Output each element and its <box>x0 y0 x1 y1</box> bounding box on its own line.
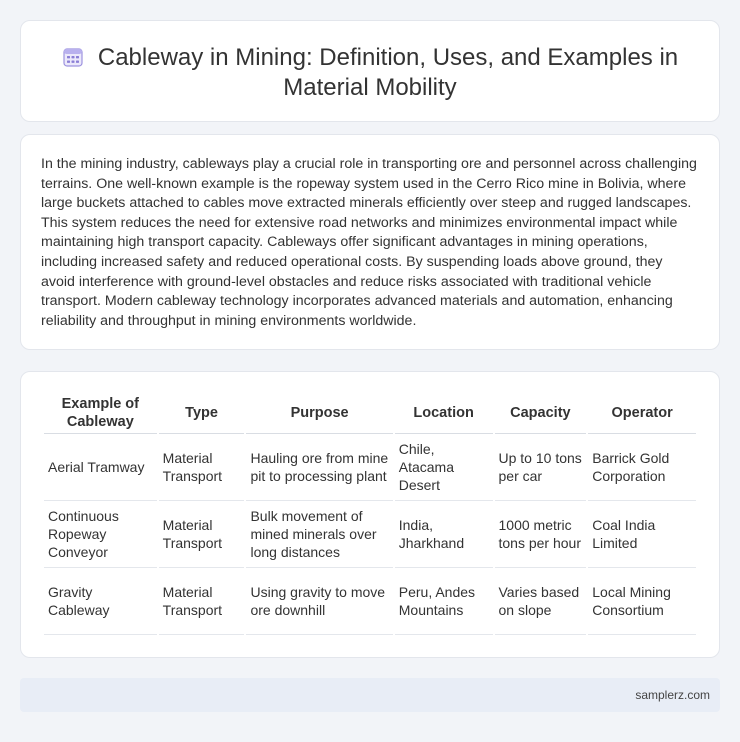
page-title <box>51 43 689 73</box>
cell-example: Continuous Ropeway Conveyor <box>44 501 157 568</box>
title-line-2: Material Mobility <box>283 74 457 101</box>
header-capacity: Capacity <box>495 392 587 434</box>
cell-capacity: 1000 metric tons per hour <box>495 501 587 568</box>
cell-capacity: Varies based on slope <box>495 568 587 635</box>
cell-type: Material Transport <box>159 568 245 635</box>
cell-purpose: Hauling ore from mine pit to processing plant <box>246 434 392 501</box>
header-location: Location <box>395 392 493 434</box>
cableway-table <box>42 392 698 635</box>
calendar-grid-icon <box>62 46 84 68</box>
header-example: Example of Cableway <box>44 392 157 434</box>
table-row <box>44 434 696 501</box>
intro-paragraph: In the mining industry, cableways play a crucial role in transporting ore and personnel across challenging terrains. One well-known example is the ropeway system used in the Cerro Rico mine in Bolivia, where large buckets attached to cables move extracted minerals efficiently over steep and rugged landscapes. This system reduces the need for extensive road networks and minimizes environmental impact while maintaining high transport capacity. Cableways offer significant advantages in mining operations, including increased safety and reduced operational costs. By suspending loads above ground, they avoid interference with ground-level obstacles and reduce risks associated with traditional vehicle transport. Modern cableway technology incorporates advanced materials and automation, enhancing reliability and throughput in mining environments worldwide. <box>41 156 697 329</box>
cell-operator: Coal India Limited <box>588 501 696 568</box>
cell-location: Peru, Andes Mountains <box>395 568 493 635</box>
cell-purpose: Bulk movement of mined minerals over long distances <box>246 501 392 568</box>
cell-operator: Barrick Gold Corporation <box>588 434 696 501</box>
cell-example: Aerial Tramway <box>44 434 157 501</box>
cell-type: Material Transport <box>159 434 245 501</box>
table-row <box>44 568 696 635</box>
header-type: Type <box>159 392 245 434</box>
cell-operator: Local Mining Consortium <box>588 568 696 635</box>
title-line-1: Cableway in Mining: Definition, Uses, and Examples in <box>97 44 679 71</box>
cell-location: India, Jharkhand <box>395 501 493 568</box>
cell-type: Material Transport <box>159 501 245 568</box>
intro-card <box>20 134 720 350</box>
cell-capacity: Up to 10 tons per car <box>495 434 587 501</box>
header-operator: Operator <box>588 392 696 434</box>
cell-example: Gravity Cableway <box>44 568 157 635</box>
cell-purpose: Using gravity to move ore downhill <box>246 568 392 635</box>
table-header-row <box>44 392 696 434</box>
cell-location: Chile, Atacama Desert <box>395 434 493 501</box>
footer <box>20 678 720 712</box>
header-purpose: Purpose <box>246 392 392 434</box>
table-card <box>20 371 720 658</box>
table-row <box>44 501 696 568</box>
title-card <box>20 20 720 122</box>
footer-site-link[interactable]: samplerz.com <box>635 688 710 702</box>
